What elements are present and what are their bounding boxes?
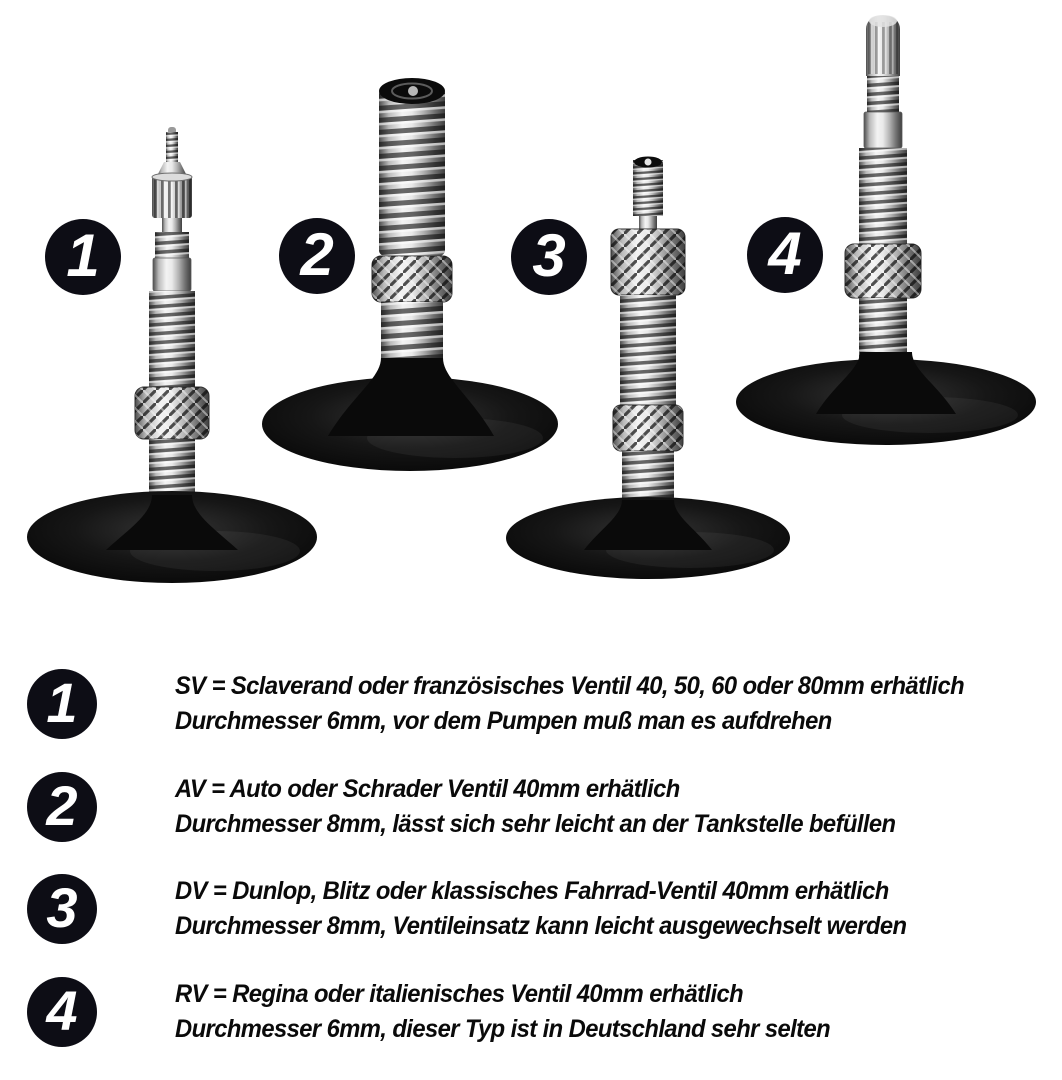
figure-badge-2-number: 2 — [300, 221, 334, 288]
legend-rv-line2: Durchmesser 6mm, dieser Typ ist in Deutschland sehr selten — [175, 1015, 831, 1043]
legend-item-sv — [27, 669, 1006, 739]
legend-text-rv — [175, 977, 830, 1047]
figure-badge-1-number: 1 — [66, 222, 100, 289]
legend-sv-line2: Durchmesser 6mm, vor dem Pumpen muß man es aufdrehen — [175, 707, 832, 735]
legend-badge-3 — [27, 874, 97, 944]
legend-badge-1 — [27, 669, 97, 739]
legend-text-dv — [175, 874, 906, 944]
legend-item-av — [27, 772, 933, 842]
legend-badge-4 — [27, 977, 97, 1047]
legend-badge-2-number: 2 — [46, 774, 78, 837]
legend-dv-line1: DV = Dunlop, Blitz oder klassisches Fahrrad-Ventil 40mm erhätlich — [175, 877, 889, 905]
legend-badge-4-number: 4 — [46, 979, 78, 1042]
legend-badge-3-number: 3 — [46, 876, 78, 939]
legend-text-sv — [175, 669, 964, 739]
figure-badge-3-number: 3 — [532, 222, 566, 289]
legend-sv-line1: SV = Sclaverand oder französisches Ventil 40, 50, 60 oder 80mm erhätlich — [175, 672, 965, 700]
legend-item-rv — [27, 977, 865, 1047]
legend-dv-line2: Durchmesser 8mm, Ventileinsatz kann leicht ausgewechselt werden — [175, 912, 907, 940]
legend-badge-2 — [27, 772, 97, 842]
legend-av-line2: Durchmesser 8mm, lässt sich sehr leicht an der Tankstelle befüllen — [175, 810, 896, 838]
figure-badge-4-number: 4 — [768, 220, 802, 287]
legend-av-line1: AV = Auto oder Schrader Ventil 40mm erhätlich — [175, 775, 680, 803]
legend-text-av — [175, 772, 895, 842]
legend-rv-line1: RV = Regina oder italienisches Ventil 40mm erhätlich — [175, 980, 744, 1008]
legend-badge-1-number: 1 — [46, 671, 78, 734]
legend-item-dv — [27, 874, 945, 944]
